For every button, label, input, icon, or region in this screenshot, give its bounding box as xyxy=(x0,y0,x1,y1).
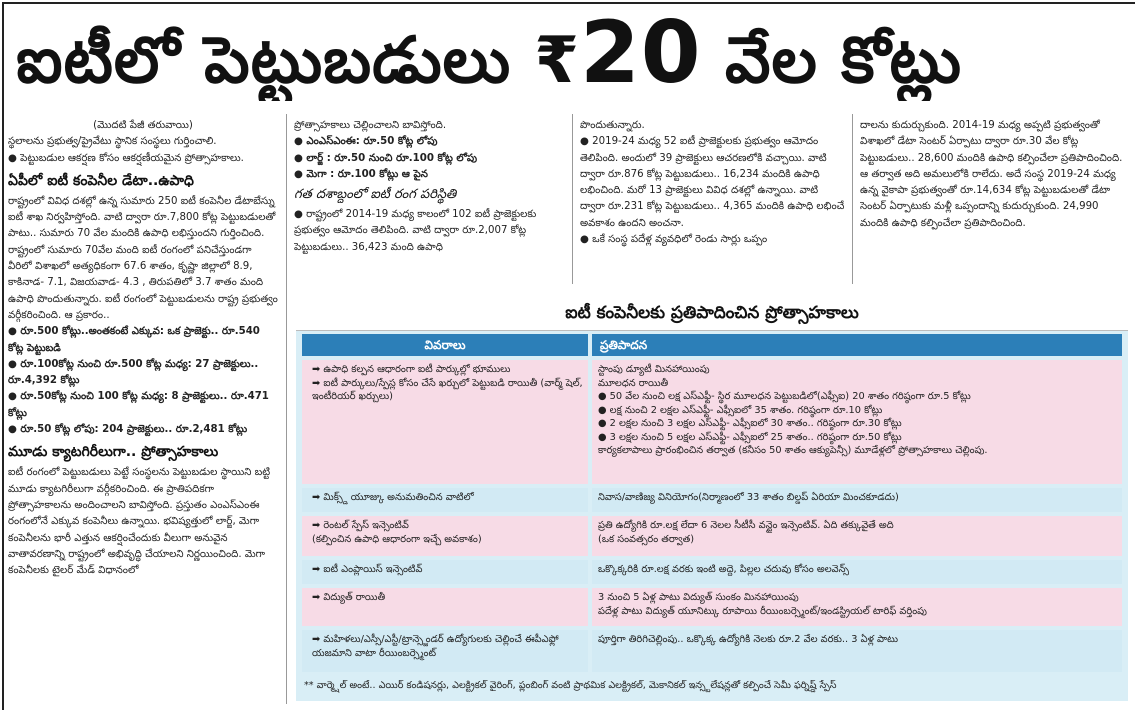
table-row xyxy=(302,516,1122,556)
column-3 xyxy=(580,118,846,278)
row-text: మూలధన రాయితీ xyxy=(598,377,669,389)
row-proposal xyxy=(592,588,1122,626)
row-text: ● లక్ష నుంచి 2 లక్షల ఎస్ఎఫ్టీ- ఎఫ్సీఐలో 35 శాతం. గరిష్ఠంగా రూ.10 కోట్లు xyxy=(598,404,883,416)
row-text: ప్రతి ఉద్యోగికి రూ.లక్ష లేదా 6 నెలల సీటీసీ వన్టైం ఇన్సెంటివ్. ఏది తక్కువైతే అది xyxy=(598,520,894,531)
row-text: ఒక్కొక్కరికి రూ.లక్ష వరకు ఇంటి అద్దె, పిల్లల చదువు కోసం అలవెన్స్ xyxy=(598,564,850,575)
col1-heading1: ఏపీలో ఐటీ కంపెనీల డేటా..ఉపాధి xyxy=(8,172,194,189)
col3-para1: పొందుతున్నారు. xyxy=(580,120,645,131)
row-text: (కల్పించిన ఉపాధి ఆధారంగా ఇచ్చే అవకాశం) xyxy=(312,533,482,545)
col1-b1: ● రూ.500 కోట్లు..అంతకంటే ఎక్కువ: ఒక ప్రాజెక్టు.. రూ.540 కోట్ల పెట్టుబడి xyxy=(8,326,260,354)
row-text: పదేళ్ల పాటు విద్యుత్ యూనిట్కు రూపాయి రీయింబర్స్మెంట్/ఇండస్ట్రియల్ టారిఫ్ వర్తింపు xyxy=(598,605,927,617)
row-text: పూర్తిగా తిరిగిచెల్లింపు.. ఒక్కొక్క ఉద్యోగికి నెలకు రూ.2 వేల వరకు.. 3 ఏళ్ల పాటు xyxy=(598,634,899,645)
column-1 xyxy=(8,118,278,708)
col4-para1: దాలను కుదుర్చుకుంది. 2014-19 మధ్య అప్పటి ప్రభుత్వంతో విశాఖలో డేటా సెంటర్ ఏర్పాటు ద్వారా రూ.30 వేల కోట్ల పెట్టుబడులు.. 28,600 మందికి ఉపాధి కల్పించేలా ప్రతిపాదించింది. ఆ తర్వాత అది అమలులోకి రాలేదు. అదే సంస్థ 2019-24 మధ్య ఉన్న వైకాపా ప్రభుత్వంతో రూ.14,634 కోట్ల పెట్టుబడులతో డేటా సెంటర్ ఏర్పాటుకు మళ్లీ ఒప్పందాన్ని కుదుర్చుకుంది. 24,990 మందికి ఉపాధి కల్పించేలా ప్రతిపాదించింది. xyxy=(860,120,1123,229)
row-details xyxy=(302,560,588,584)
table-row xyxy=(302,488,1122,512)
row-text: నివాస/వాణిజ్య వినియోగం(నిర్మాణంలో 33 శాతం బిల్డప్ ఏరియా మించకూడదు) xyxy=(598,492,899,503)
column-2 xyxy=(294,118,562,278)
row-details xyxy=(302,516,588,556)
column-divider xyxy=(572,114,573,284)
column-divider xyxy=(852,114,853,284)
row-proposal xyxy=(592,516,1122,556)
col1-heading2: మూడు క్యాటగిరీలుగా.. ప్రోత్సాహకాలు xyxy=(8,444,219,461)
row-text: ➡ రెంటల్ స్పేస్ ఇన్సెంటివ్ xyxy=(312,520,409,531)
table-title: ఐటీ కంపెనీలకు ప్రతిపాదించిన ప్రోత్సాహకాలు xyxy=(296,296,1128,331)
row-text: (ఒక సంవత్సరం తర్వాత) xyxy=(598,533,695,545)
row-proposal xyxy=(592,630,1122,672)
incentives-table xyxy=(296,296,1128,701)
row-text: స్టాంపు డ్యూటీ మినహాయింపు xyxy=(598,364,710,375)
col2-para2: ● రాష్ట్రంలో 2014-19 మధ్య కాలంలో 102 ఐటీ ప్రాజెక్టులకు ప్రభుత్వం ఆమోదం తెలిపింది. వాటి ద్వారా రూ.2,007 కోట్ల పెట్టుబడులు.. 36,423 మంది ఉపాధి xyxy=(294,209,537,253)
row-proposal xyxy=(592,560,1122,584)
col1-para2: రాష్ట్రంలో వివిధ దశల్లో ఉన్న సుమారు 250 ఐటీ కంపెనీల డేటాబేస్ను ఐటీ శాఖ నిర్వహిస్తోంది. వాటి ద్వారా రూ.7,800 కోట్ల పెట్టుబడులతో పాటు.. సుమారు 70 వేల మందికి ఉపాధి లభిస్తుందని గుర్తించింది. రాష్ట్రంలో సుమారు 70వేల మంది ఐటీ రంగంలో పనిచేస్తుండగా వీరిలో విశాఖలో అత్యధికంగా 67.6 శాతం, కృష్ణా జిల్లాలో 8.9, కాకినాడ- 7.1, విజయవాడ- 4.3 , తిరుపతిలో 3.7 శాతం మంది ఉపాధి పొందుతున్నారు. ఐటీ రంగంలో పెట్టుబడులను రాష్ట్ర ప్రభుత్వం వర్గీకరించింది. ఆ ప్రకారం.. xyxy=(8,195,278,321)
headline-part1: ఐటీలో పెట్టుబడులు ₹ xyxy=(16,24,580,98)
col1-b4: ● రూ.50 కోట్ల లోపు: 204 ప్రాజెక్టులు.. రూ.2,481 కోట్లు xyxy=(8,424,248,436)
column-divider xyxy=(286,114,287,704)
row-details xyxy=(302,488,588,512)
row-proposal xyxy=(592,360,1122,484)
col2-heading: గత దశాబ్దంలో ఐటీ రంగ పరిస్థితి xyxy=(294,187,457,203)
col1-b2: ● రూ.100కోట్ల నుంచి రూ.500 కోట్ల మధ్య: 27 ప్రాజెక్టులు.. రూ.4,392 కోట్లు xyxy=(8,358,259,387)
row-proposal xyxy=(592,488,1122,512)
row-text: ➡ ఐటీ ఎంప్లాయిస్ ఇన్సెంటివ్ xyxy=(312,564,423,575)
row-text: ● 3 లక్షల నుంచి 5 లక్షల ఎస్ఎఫ్టీ- ఎఫ్సీఐలో 25 శాతం.. గరిష్ఠంగా రూ.50 కోట్లు xyxy=(598,431,902,443)
headline xyxy=(16,6,1126,101)
col1-para3: ఐటీ రంగంలో పెట్టుబడులు పెట్టే సంస్థలను పెట్టుబడుల స్థాయిని బట్టి మూడు క్యాటగిరీలుగా వర్గీకరించింది. ఈ ప్రాతిపదికగా ప్రోత్సాహకాలను అందించాలని బావిస్తోంది. ప్రస్తుతం ఎంఎస్ఎంఈ రంగంలోనే ఎక్కువ కంపెనీలు ఉన్నాయి. భవిష్యత్తులో లార్జ్, మెగా కంపెనీలను భారీ ఎత్తున ఆకర్షించేందుకు వీలుగా అనువైన వాతావరణాన్ని రాష్ట్రంలో అభివృద్ధి చేయాలని నిర్ణయించింది. మెగా కంపెనీలకు టైలర్ మేడ్ విధానంలో xyxy=(8,467,271,577)
headline-part2: వేల కోట్లు xyxy=(701,24,963,98)
col1-para1: స్థలాలను ప్రభుత్వ/ప్రైవేటు స్థానిక సంస్థలు గుర్తించాలి. xyxy=(8,136,217,148)
col3-para3: ● ఒకే సంస్థ పదేళ్ల వ్యవధిలో రెండు సార్లు ఒప్పం xyxy=(580,234,768,246)
row-text: ● 2 లక్షల నుంచి 3 లక్షల ఎస్ఎఫ్టీ- ఎఫ్సీఐలో 30 శాతం.. గరిష్ఠంగా రూ.30 కోట్లు xyxy=(598,418,902,429)
row-text: ➡ ఉపాధి కల్పన ఆధారంగా ఐటీ పార్కుల్లో భూములు xyxy=(312,364,511,375)
row-text: ➡ మహిళలు/ఎస్సీ/ఎస్టీ/ట్రాన్స్జెండర్ ఉద్యోగులకు చెల్లించే ఈపీఎఫ్లో యజమాని వాటా రీయింబర్స్మెంట్ xyxy=(312,634,559,659)
table-header-proposal: ప్రతిపాదన xyxy=(592,334,1122,356)
table-row xyxy=(302,560,1122,584)
row-text: ➡ మిక్స్డ్ యూజ్కు అనుమతించిన వాటిలో xyxy=(312,492,474,503)
col2-b1: ● ఎంఎస్ఎంఈ: రూ.50 కోట్ల లోపు xyxy=(294,136,438,148)
row-text: ➡ ఐటీ పార్కులు/స్పేస్ల కోసం చేసే ఖర్చులో పెట్టుబడి రాయితీ (వార్మ్ షెల్, ఇంటీరియర్ ఖర్చులు) xyxy=(312,377,583,402)
column-4 xyxy=(860,118,1126,278)
table-footnote: ** వార్మ్షెల్ అంటే.. ఎయిర్ కండిషనర్లు, ఎలక్ట్రికల్ వైరింగ్, ప్లంబింగ్ వంటి ప్రాథమిక ఎలక్ట్రికల్, మెకానికల్ ఇన్స్టలేషన్లతో కల్పించే సెమీ ఫర్నిష్డ్ స్పేస్ xyxy=(304,680,837,691)
row-text: 3 నుంచి 5 ఏళ్ల పాటు విద్యుత్ సుంకం మినహాయింపు xyxy=(598,592,799,603)
table-row xyxy=(302,360,1122,484)
row-text: ➡ విద్యుత్ రాయితీ xyxy=(312,592,386,603)
continued-label: (మొదటి పేజీ తరువాయి) xyxy=(93,120,193,131)
col2-b3: ● మెగా : రూ.100 కోట్లు ఆ పైన xyxy=(294,168,428,180)
col3-para2: ● 2019-24 మధ్య 52 ఐటీ ప్రాజెక్టులకు ప్రభుత్వం ఆమోదం తెలిపింది. అందులో 39 ప్రాజెక్టులు ఆచరణలోకి వచ్చాయి. వాటి ద్వారా రూ.876 కోట్ల పెట్టుబడులు.. 16,234 మందికి ఉపాధి లభించింది. మరో 13 ప్రాజెక్టులు వివిధ దశల్లో ఉన్నాయి. వాటి ద్వారా రూ.231 కోట్ల పెట్టుబడులు.. 4,365 మందికి ఉపాధి లభించే అవకాశం ఉందని అంచనా. xyxy=(580,136,845,229)
row-text: కార్యకలాపాలు ప్రారంభించిన తర్వాత (కనీసం 50 శాతం ఆక్యుపెన్సీ) మూడేళ్లలో ప్రోత్సాహకాలు చెల్లింపు. xyxy=(598,445,988,456)
col1-bullet1: ● పెట్టుబడుల ఆకర్షణ కోసం ఆకర్షణీయమైన ప్రోత్సాహకాలు. xyxy=(8,152,244,164)
col1-b3: ● రూ.50కోట్ల నుంచి 100 కోట్ల మధ్య: 8 ప్రాజెక్టులు.. రూ.471 కోట్లు xyxy=(8,391,269,419)
row-text: ● 50 వేల నుంచి లక్ష ఎస్ఎఫ్టీ- స్థిర మూలధన పెట్టుబడిలో(ఎఫ్సీఐ) 20 శాతం గరిష్ఠంగా రూ.5 కోట్లు xyxy=(598,391,971,402)
row-details xyxy=(302,360,588,484)
table-header-details: వివరాలు xyxy=(302,334,588,356)
row-details xyxy=(302,588,588,626)
col2-b2: ● లార్జ్ : రూ.50 నుంచి రూ.100 కోట్ల లోపు xyxy=(294,152,478,164)
table-row xyxy=(302,630,1122,672)
headline-number: 20 xyxy=(579,6,702,101)
row-details xyxy=(302,630,588,672)
col2-para1: ప్రోత్సాహకాలు చెల్లించాలని బావిస్తోంది. xyxy=(294,120,447,131)
table-row xyxy=(302,588,1122,626)
